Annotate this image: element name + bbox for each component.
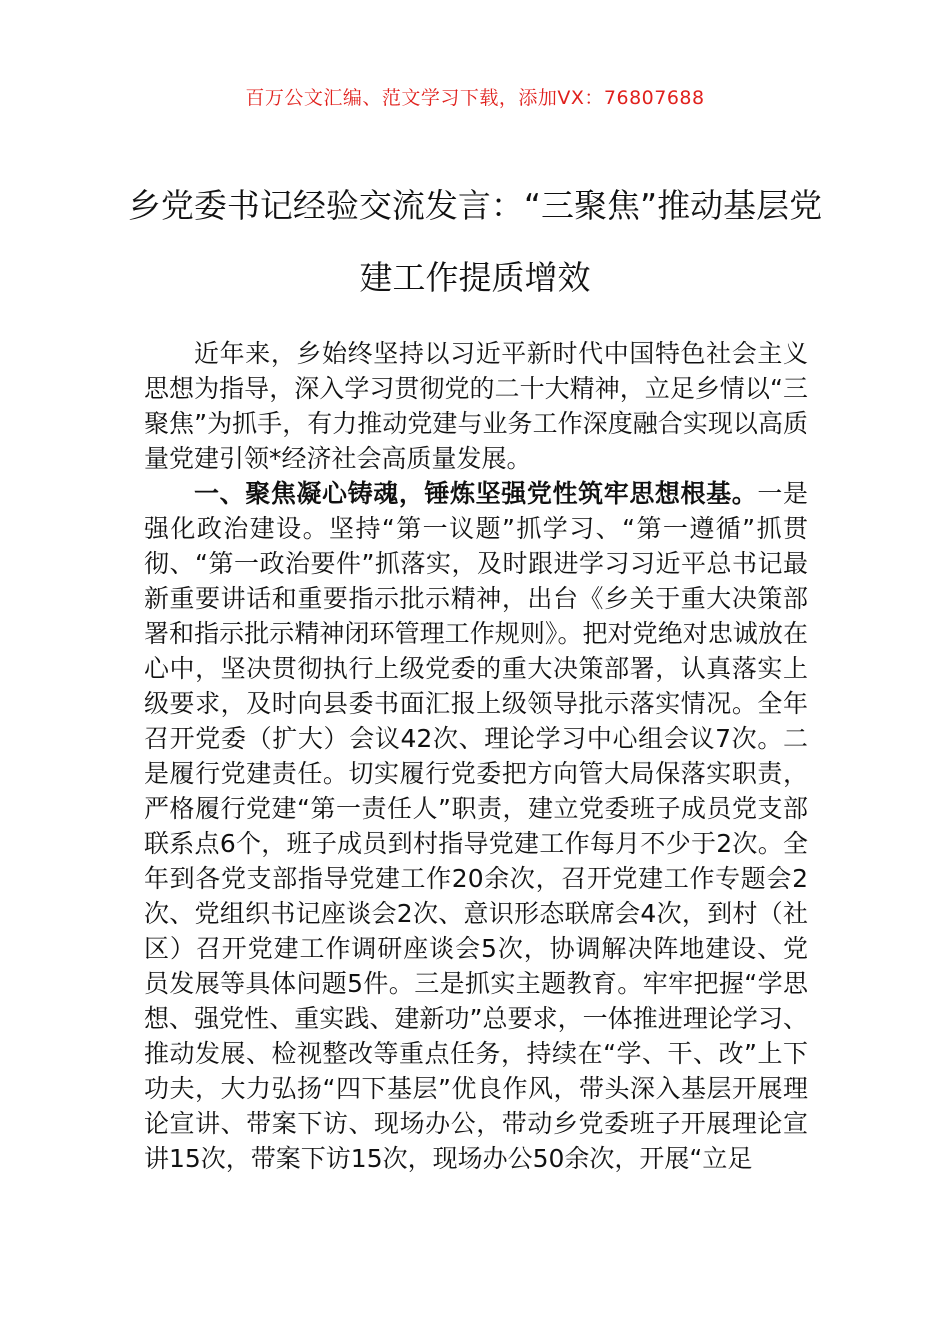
paragraph-section-1	[144, 476, 808, 1176]
page-title: 乡党委书记经验交流发言：“三聚焦”推动基层党建工作提质增效	[127, 186, 823, 297]
section-1-text: 一是强化政治建设。坚持“第一议题”抓学习、“第一遵循”抓贯彻、“第一政治要件”抓落实，及时跟进学习习近平总书记最新重要讲话和重要指示批示精神，出台《乡关于重大决策部署和指示批示精神闭环管理工作规则》。把对党绝对忠诚放在心中，坚决贯彻执行上级党委的重大决策部署，认真落实上级要求，及时向县委书面汇报上级领导批示落实情况。全年召开党委（扩大）会议42次、理论学习中心组会议7次。二是履行党建责任。切实履行党委把方向管大局保落实职责，严格履行党建“第一责任人”职责，建立党委班子成员党支部联系点6个，班子成员到村指导党建工作每月不少于2次。全年到各党支部指导党建工作20余次，召开党建工作专题会2次、党组织书记座谈会2次、意识形态联席会4次，到村（社区）召开党建工作调研座谈会5次，协调解决阵地建设、党员发展等具体问题5件。三是抓实主题教育。牢牢把握“学思想、强党性、重实践、建新功”总要求，一体推进理论学习、推动发展、检视整改等重点任务，持续在“学、干、改”上下功夫，大力弘扬“四下基层”优良作风，带头深入基层开展理论宣讲、带案下访、现场办公，带动乡党委班子开展理论宣讲15次，带案下访15次，现场办公50余次，开展“立足	[144, 479, 808, 1173]
paragraph-intro-text: 近年来，乡始终坚持以习近平新时代中国特色社会主义思想为指导，深入学习贯彻党的二十大精神，立足乡情以“三聚焦”为抓手，有力推动党建与业务工作深度融合实现以高质量党建引领*经济社会高质量发展。	[144, 339, 808, 473]
header-promo-note: 百万公文汇编、范文学习下载，添加VX：76807688	[245, 87, 705, 109]
document-body	[144, 336, 808, 1176]
section-1-heading: 一、聚焦凝心铸魂，锤炼坚强党性筑牢思想根基。	[194, 479, 758, 508]
paragraph-intro	[144, 336, 808, 476]
